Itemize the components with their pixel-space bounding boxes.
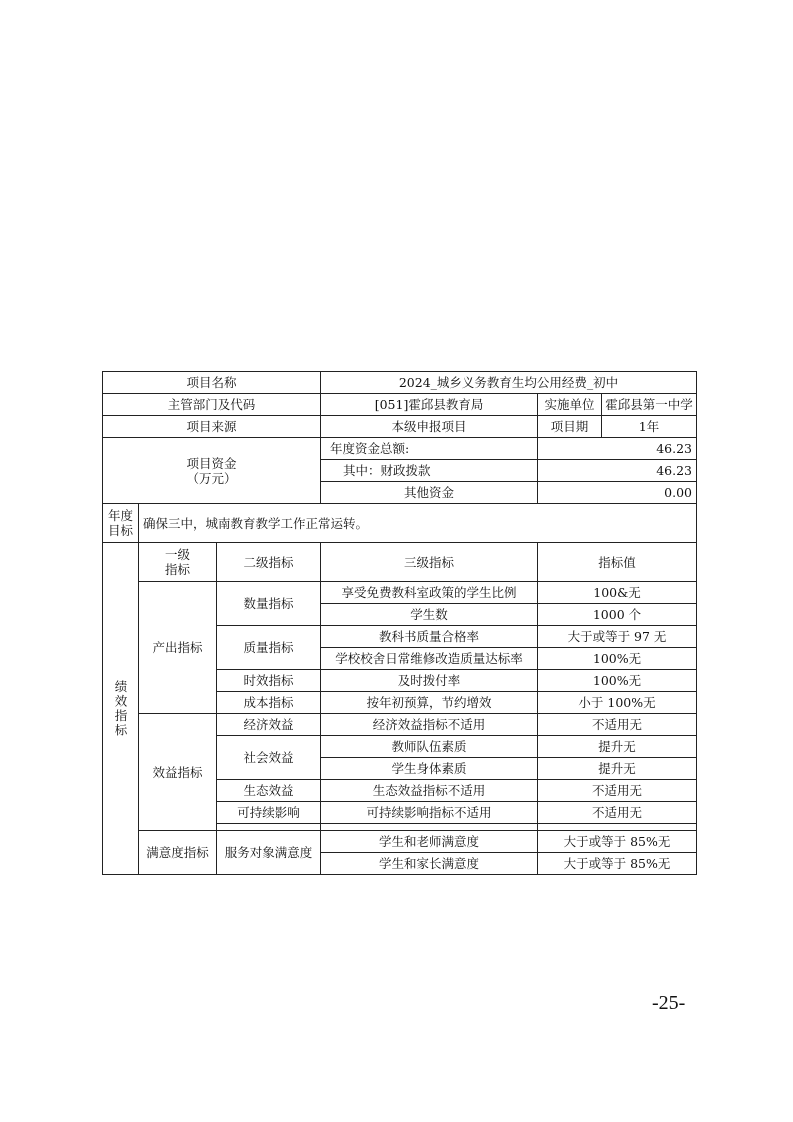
level1-header <box>139 543 217 582</box>
indicator-value: 不适用无 <box>538 780 697 802</box>
benefit-indicator-label: 效益指标 <box>139 714 217 831</box>
value-header: 指标值 <box>538 543 697 582</box>
ecological-benefit-label: 生态效益 <box>217 780 321 802</box>
page-number: -25- <box>652 992 686 1014</box>
row-indicator-header <box>103 543 697 582</box>
indicator-name: 按年初预算，节约增效 <box>321 692 538 714</box>
fiscal-allocation-value: 46.23 <box>538 460 697 482</box>
goal-label-line2: 目标 <box>107 523 133 538</box>
level2-header: 二级指标 <box>217 543 321 582</box>
project-source-label: 项目来源 <box>103 416 321 438</box>
row-funds-total <box>103 438 697 460</box>
level1-header-line2: 指标 <box>164 562 190 577</box>
indicator-value: 不适用无 <box>538 802 697 824</box>
project-name-label: 项目名称 <box>103 372 321 394</box>
quantity-indicator-label: 数量指标 <box>217 582 321 626</box>
indicator-name: 学校校舍日常维修改造质量达标率 <box>321 648 538 670</box>
indicator-value: 提升无 <box>538 758 697 780</box>
output-indicator-label: 产出指标 <box>139 582 217 714</box>
annual-total-label: 年度资金总额: <box>321 438 538 460</box>
benefit-spacer-cell <box>321 824 538 831</box>
funds-label-line2: （万元） <box>186 470 237 486</box>
row-department <box>103 394 697 416</box>
indicator-name: 学生和老师满意度 <box>321 831 538 853</box>
row-annual-goal <box>103 504 697 543</box>
annual-total-value: 46.23 <box>538 438 697 460</box>
level3-header: 三级指标 <box>321 543 538 582</box>
row-source <box>103 416 697 438</box>
indicator-value: 提升无 <box>538 736 697 758</box>
timeliness-indicator-label: 时效指标 <box>217 670 321 692</box>
annual-goal-label <box>103 504 139 543</box>
indicator-value: 100&无 <box>538 582 697 604</box>
goal-label-line1: 年度 <box>107 508 133 523</box>
row-project-name <box>103 372 697 394</box>
quality-indicator-label: 质量指标 <box>217 626 321 670</box>
indicator-value: 不适用无 <box>538 714 697 736</box>
project-source-value: 本级申报项目 <box>321 416 538 438</box>
implementing-unit-label: 实施单位 <box>538 394 602 416</box>
performance-target-table <box>102 371 697 875</box>
implementing-unit-value: 霍邱县第一中学 <box>602 394 697 416</box>
cost-indicator-label: 成本指标 <box>217 692 321 714</box>
indicator-name: 经济效益指标不适用 <box>321 714 538 736</box>
project-name-value: 2024_城乡义务教育生均公用经费_初中 <box>321 372 697 394</box>
indicator-name: 教师队伍素质 <box>321 736 538 758</box>
benefit-spacer-cell <box>538 824 697 831</box>
performance-indicators-label: 绩效指标 <box>103 543 139 875</box>
department-label: 主管部门及代码 <box>103 394 321 416</box>
table-row <box>103 714 697 736</box>
indicator-name: 及时拨付率 <box>321 670 538 692</box>
social-benefit-label: 社会效益 <box>217 736 321 780</box>
service-satisfaction-label: 服务对象满意度 <box>217 831 321 875</box>
other-funds-label: 其他资金 <box>321 482 538 504</box>
fiscal-allocation-label: 其中：财政拨款 <box>321 460 538 482</box>
indicator-name: 学生身体素质 <box>321 758 538 780</box>
indicator-value: 1000 个 <box>538 604 697 626</box>
indicator-value: 100%无 <box>538 648 697 670</box>
table-row <box>103 582 697 604</box>
indicator-name: 享受免费教科室政策的学生比例 <box>321 582 538 604</box>
project-funds-label <box>103 438 321 504</box>
benefit-spacer-cell <box>217 824 321 831</box>
indicator-name: 可持续影响指标不适用 <box>321 802 538 824</box>
indicator-name: 学生数 <box>321 604 538 626</box>
annual-goal-text: 确保三中，城南教育教学工作正常运转。 <box>139 504 697 543</box>
indicator-value: 大于或等于 97 无 <box>538 626 697 648</box>
level1-header-line1: 一级 <box>164 547 190 562</box>
department-value: [051]霍邱县教育局 <box>321 394 538 416</box>
indicator-value: 大于或等于 85%无 <box>538 831 697 853</box>
project-period-value: 1年 <box>602 416 697 438</box>
other-funds-value: 0.00 <box>538 482 697 504</box>
project-period-label: 项目期 <box>538 416 602 438</box>
indicator-value: 100%无 <box>538 670 697 692</box>
indicator-value: 小于 100%无 <box>538 692 697 714</box>
indicator-value: 大于或等于 85%无 <box>538 853 697 875</box>
indicator-name: 生态效益指标不适用 <box>321 780 538 802</box>
funds-label-line1: 项目资金 <box>186 455 237 471</box>
satisfaction-indicator-label: 满意度指标 <box>139 831 217 875</box>
economic-benefit-label: 经济效益 <box>217 714 321 736</box>
sustainable-impact-label: 可持续影响 <box>217 802 321 824</box>
table-row <box>103 831 697 853</box>
indicator-name: 教科书质量合格率 <box>321 626 538 648</box>
indicator-name: 学生和家长满意度 <box>321 853 538 875</box>
